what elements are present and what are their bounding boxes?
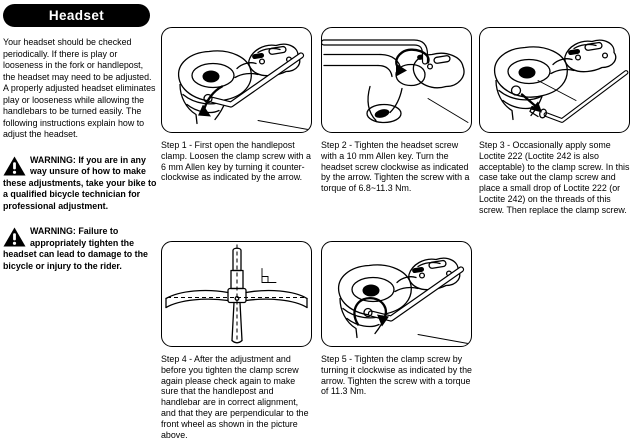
step-2-illustration [322,28,471,132]
step-1-illustration [162,28,311,132]
step-2-figure [321,27,472,133]
step-4-illustration [162,242,311,346]
warning-text: Failure to appropriately tighten the headset can lead to damage to the bicycle or injury to the rider. [3,226,148,271]
step-2 [321,27,474,194]
warning-triangle-icon [3,227,26,247]
step-5-caption: Step 5 - Tighten the clamp screw by turning it clockwise as indicated by the arrow. Tighten the screw with a torque of 11.3 Nm. [321,354,472,397]
step-3-figure [479,27,630,133]
warning-label: WARNING: [30,154,76,165]
warning-text: If you are in any way unsure of how to make these adjustments, take your bike to a qualified bicycle technician for professional adjustment. [3,154,157,211]
step-1 [161,27,314,183]
step-4 [161,241,314,440]
step-1-figure [161,27,312,133]
page-title [3,4,150,27]
step-1-caption: Step 1 - First open the handlepost clamp. Loosen the clamp screw with a 6 mm Allen key by turning it counter-clockwise as indicated by the arrow. [161,140,311,183]
step-2-caption: Step 2 - Tighten the headset screw with a 10 mm Allen key. Turn the headset screw clockwise as indicated by the arrow. Tighten the screw with a torque of 6.8~11.3 Nm. [321,140,470,194]
step-3 [479,27,632,216]
step-5-figure [321,241,472,347]
intro-paragraph: Your headset should be checked periodically. If there is play or looseness in the fork or handlepost, the headset may need to be adjusted. A properly adjusted headset eliminates play or looseness while allowing the handlebars to be turned easily. The following instructions explain how to adjust the headset. [3,37,156,139]
step-3-caption: Step 3 - Occasionally apply some Loctite 222 (Loctite 242 is also acceptable) to the clamp screw. In this case take out the clamp screw and place a small drop of Loctite 222 (or Loctite 242) on the threads of this screw. Then replace the clamp screw. [479,140,630,215]
warning-block-2 [3,226,157,272]
warning-block-1 [3,155,157,213]
step-5 [321,241,474,397]
warning-triangle-icon [3,156,26,176]
step-4-figure [161,241,312,347]
warning-label: WARNING: [30,226,76,236]
step-3-illustration [480,28,629,132]
step-5-illustration [322,242,471,346]
left-column [3,4,157,272]
step-4-caption: Step 4 - After the adjustment and before you tighten the clamp screw again please check again to make sure that the handlepost and handlebar are in correct alignment, and that they are perpendicular to the front wheel as shown in the picture above. [161,354,309,440]
page-title-label: Headset [48,8,105,23]
